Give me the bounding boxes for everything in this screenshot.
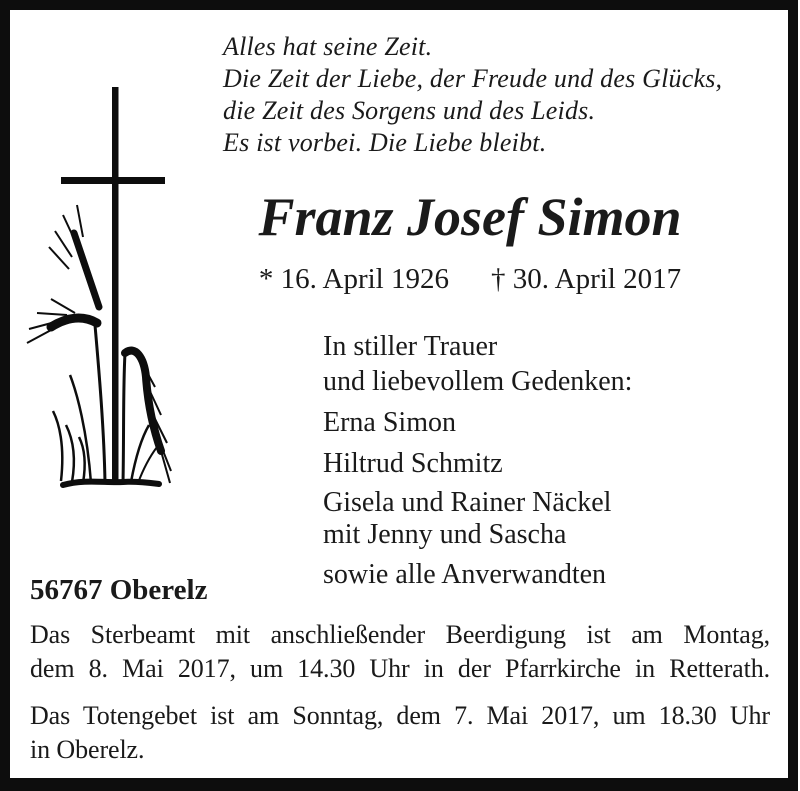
mourning-block xyxy=(323,329,632,592)
prayer-announcement xyxy=(30,699,770,767)
poem xyxy=(223,31,722,159)
postal-location: 56767 Oberelz xyxy=(30,574,208,606)
prayer-announcement-line: in Oberelz. xyxy=(30,735,145,764)
poem-line: Alles hat seine Zeit. xyxy=(223,32,433,61)
birth-date: * 16. April 1926 xyxy=(258,263,449,295)
funeral-announcement-line: dem 8. Mai 2017, um 14.30 Uhr in der Pfarrkirche in Retterath. xyxy=(30,654,770,683)
funeral-announcement xyxy=(30,618,770,686)
poem-line: Die Zeit der Liebe, der Freude und des Glücks, xyxy=(223,64,723,93)
poem-line: Es ist vorbei. Die Liebe bleibt. xyxy=(223,128,547,157)
deceased-name: Franz Josef Simon xyxy=(258,187,682,247)
poem-line: die Zeit des Sorgens und des Leids. xyxy=(223,96,596,125)
death-date: † 30. April 2017 xyxy=(491,263,682,295)
prayer-announcement-line: Das Totengebet ist am Sonntag, dem 7. Mai 2017, um 18.30 Uhr xyxy=(30,701,770,730)
mourning-intro-line: und liebevollem Gedenken: xyxy=(323,366,633,397)
mourning-intro-line: In stiller Trauer xyxy=(323,331,498,362)
mourner-name: sowie alle Anverwandten xyxy=(323,559,607,590)
mourner-name: Gisela und Rainer Näckel mit Jenny und Sascha xyxy=(323,487,612,550)
funeral-announcement-line: Das Sterbeamt mit anschließender Beerdigung ist am Montag, xyxy=(30,620,770,649)
life-dates xyxy=(150,262,790,296)
mourner-name: Erna Simon xyxy=(323,407,456,438)
mourner-name: Hiltrud Schmitz xyxy=(323,448,503,479)
